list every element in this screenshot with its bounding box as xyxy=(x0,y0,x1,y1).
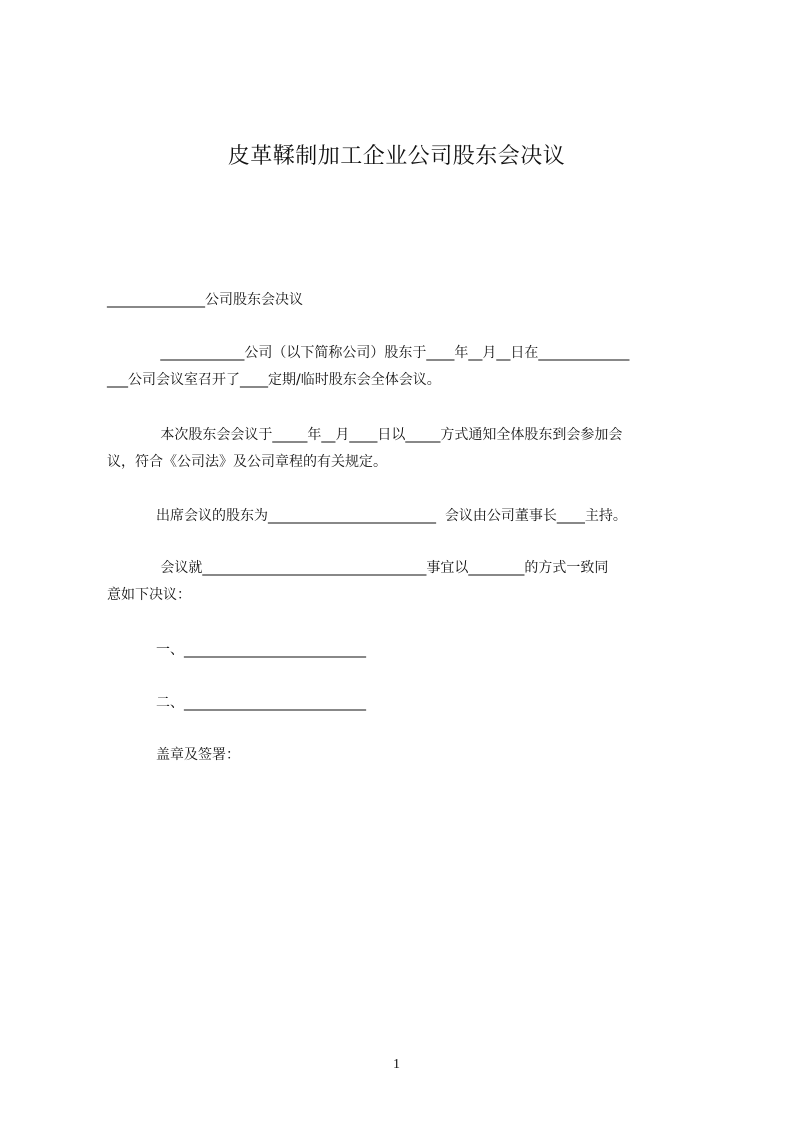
paragraph-3: 出席会议的股东为________________________ 会议由公司董事长____主持。 xyxy=(107,508,627,524)
paragraph-4-line-1: 会议就________________________________事宜以________的方式一致同 xyxy=(107,560,609,576)
paragraph-2-line-1: 本次股东会会议于_____年__月____日以_____方式通知全体股东到会参加会 xyxy=(107,427,623,443)
document-title: 皮革鞣制加工企业公司股东会决议 xyxy=(227,144,566,169)
seal-and-signature-label: 盖章及签署： xyxy=(107,747,240,763)
paragraph-2-line-2: 议，符合《公司法》及公司章程的有关规定。 xyxy=(107,454,387,470)
paragraph-1-line-2: ___公司会议室召开了____定期/临时股东会全体会议。 xyxy=(107,372,441,388)
page-number: 1 xyxy=(393,1057,400,1072)
resolution-heading: ______________公司股东会决议 xyxy=(107,292,303,308)
resolution-item-2: 二、__________________________ xyxy=(107,695,366,711)
resolution-item-1: 一、__________________________ xyxy=(107,642,366,658)
paragraph-1-line-1: ____________公司（以下简称公司）股东于____年__月__日在_____________ xyxy=(107,345,630,361)
paragraph-4-line-2: 意如下决议： xyxy=(107,587,191,603)
